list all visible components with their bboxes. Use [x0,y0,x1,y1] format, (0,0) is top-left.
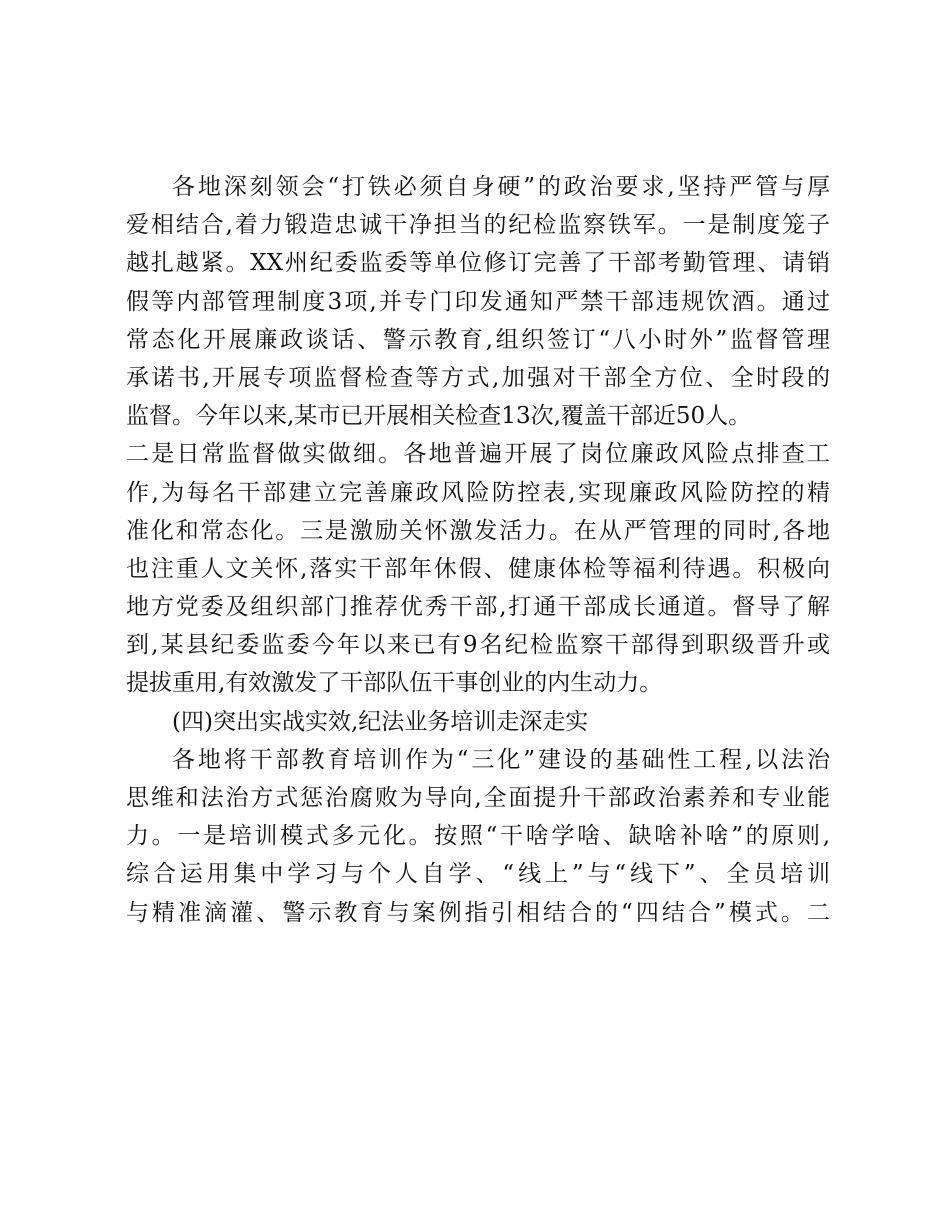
section-heading: (四)突出实战实效,纪法业务培训走深走实 [172,708,589,735]
paragraph-line: 监督。今年以来,某市已开展相关检查13次,覆盖干部近50人。 [126,403,752,430]
paragraph-line: 常态化开展廉政谈话、警示教育,组织签订“八小时外”监督管理 [126,326,830,353]
paragraph-line: 也注重人文关怀,落实干部年休假、健康体检等福利待遇。积极向 [126,555,830,582]
paragraph-line: 与精准滴灌、警示教育与案例指引相结合的“四结合”模式。二 [126,899,830,926]
paragraph-line: 二是日常监督做实做细。各地普遍开展了岗位廉政风险点排查工 [126,441,830,468]
paragraph-line: 作,为每名干部建立完善廉政风险防控表,实现廉政风险防控的精 [126,479,830,506]
document-body [126,168,830,932]
paragraph-line: 越扎越紧。XX州纪委监委等单位修订完善了干部考勤管理、请销 [126,250,830,277]
paragraph-line: 各地深刻领会“打铁必须自身硬”的政治要求,坚持严管与厚 [172,174,830,200]
paragraph-line: 力。一是培训模式多元化。按照“干啥学啥、缺啥补啥”的原则, [126,823,830,850]
paragraph-line: 各地将干部教育培训作为“三化”建设的基础性工程,以法治 [172,746,830,773]
paragraph-line: 到,某县纪委监委今年以来已有9名纪检监察干部得到职级晋升或 [126,632,830,659]
paragraph-line: 假等内部管理制度3项,并专门印发通知严禁干部违规饮酒。通过 [126,288,830,315]
paragraph-line: 承诺书,开展专项监督检查等方式,加强对干部全方位、全时段的 [126,364,830,391]
paragraph-line: 综合运用集中学习与个人自学、“线上”与“线下”、全员培训 [126,861,830,888]
paragraph-line: 提拔重用,有效激发了干部队伍干事创业的内生动力。 [126,670,663,697]
paragraph-line: 思维和法治方式惩治腐败为导向,全面提升干部政治素养和专业能 [126,785,830,811]
paragraph-line: 地方党委及组织部门推荐优秀干部,打通干部成长通道。督导了解 [126,594,830,621]
paragraph-line: 爱相结合,着力锻造忠诚干净担当的纪检监察铁军。一是制度笼子 [126,212,830,239]
paragraph-line: 准化和常态化。三是激励关怀激发活力。在从严管理的同时,各地 [126,517,830,544]
